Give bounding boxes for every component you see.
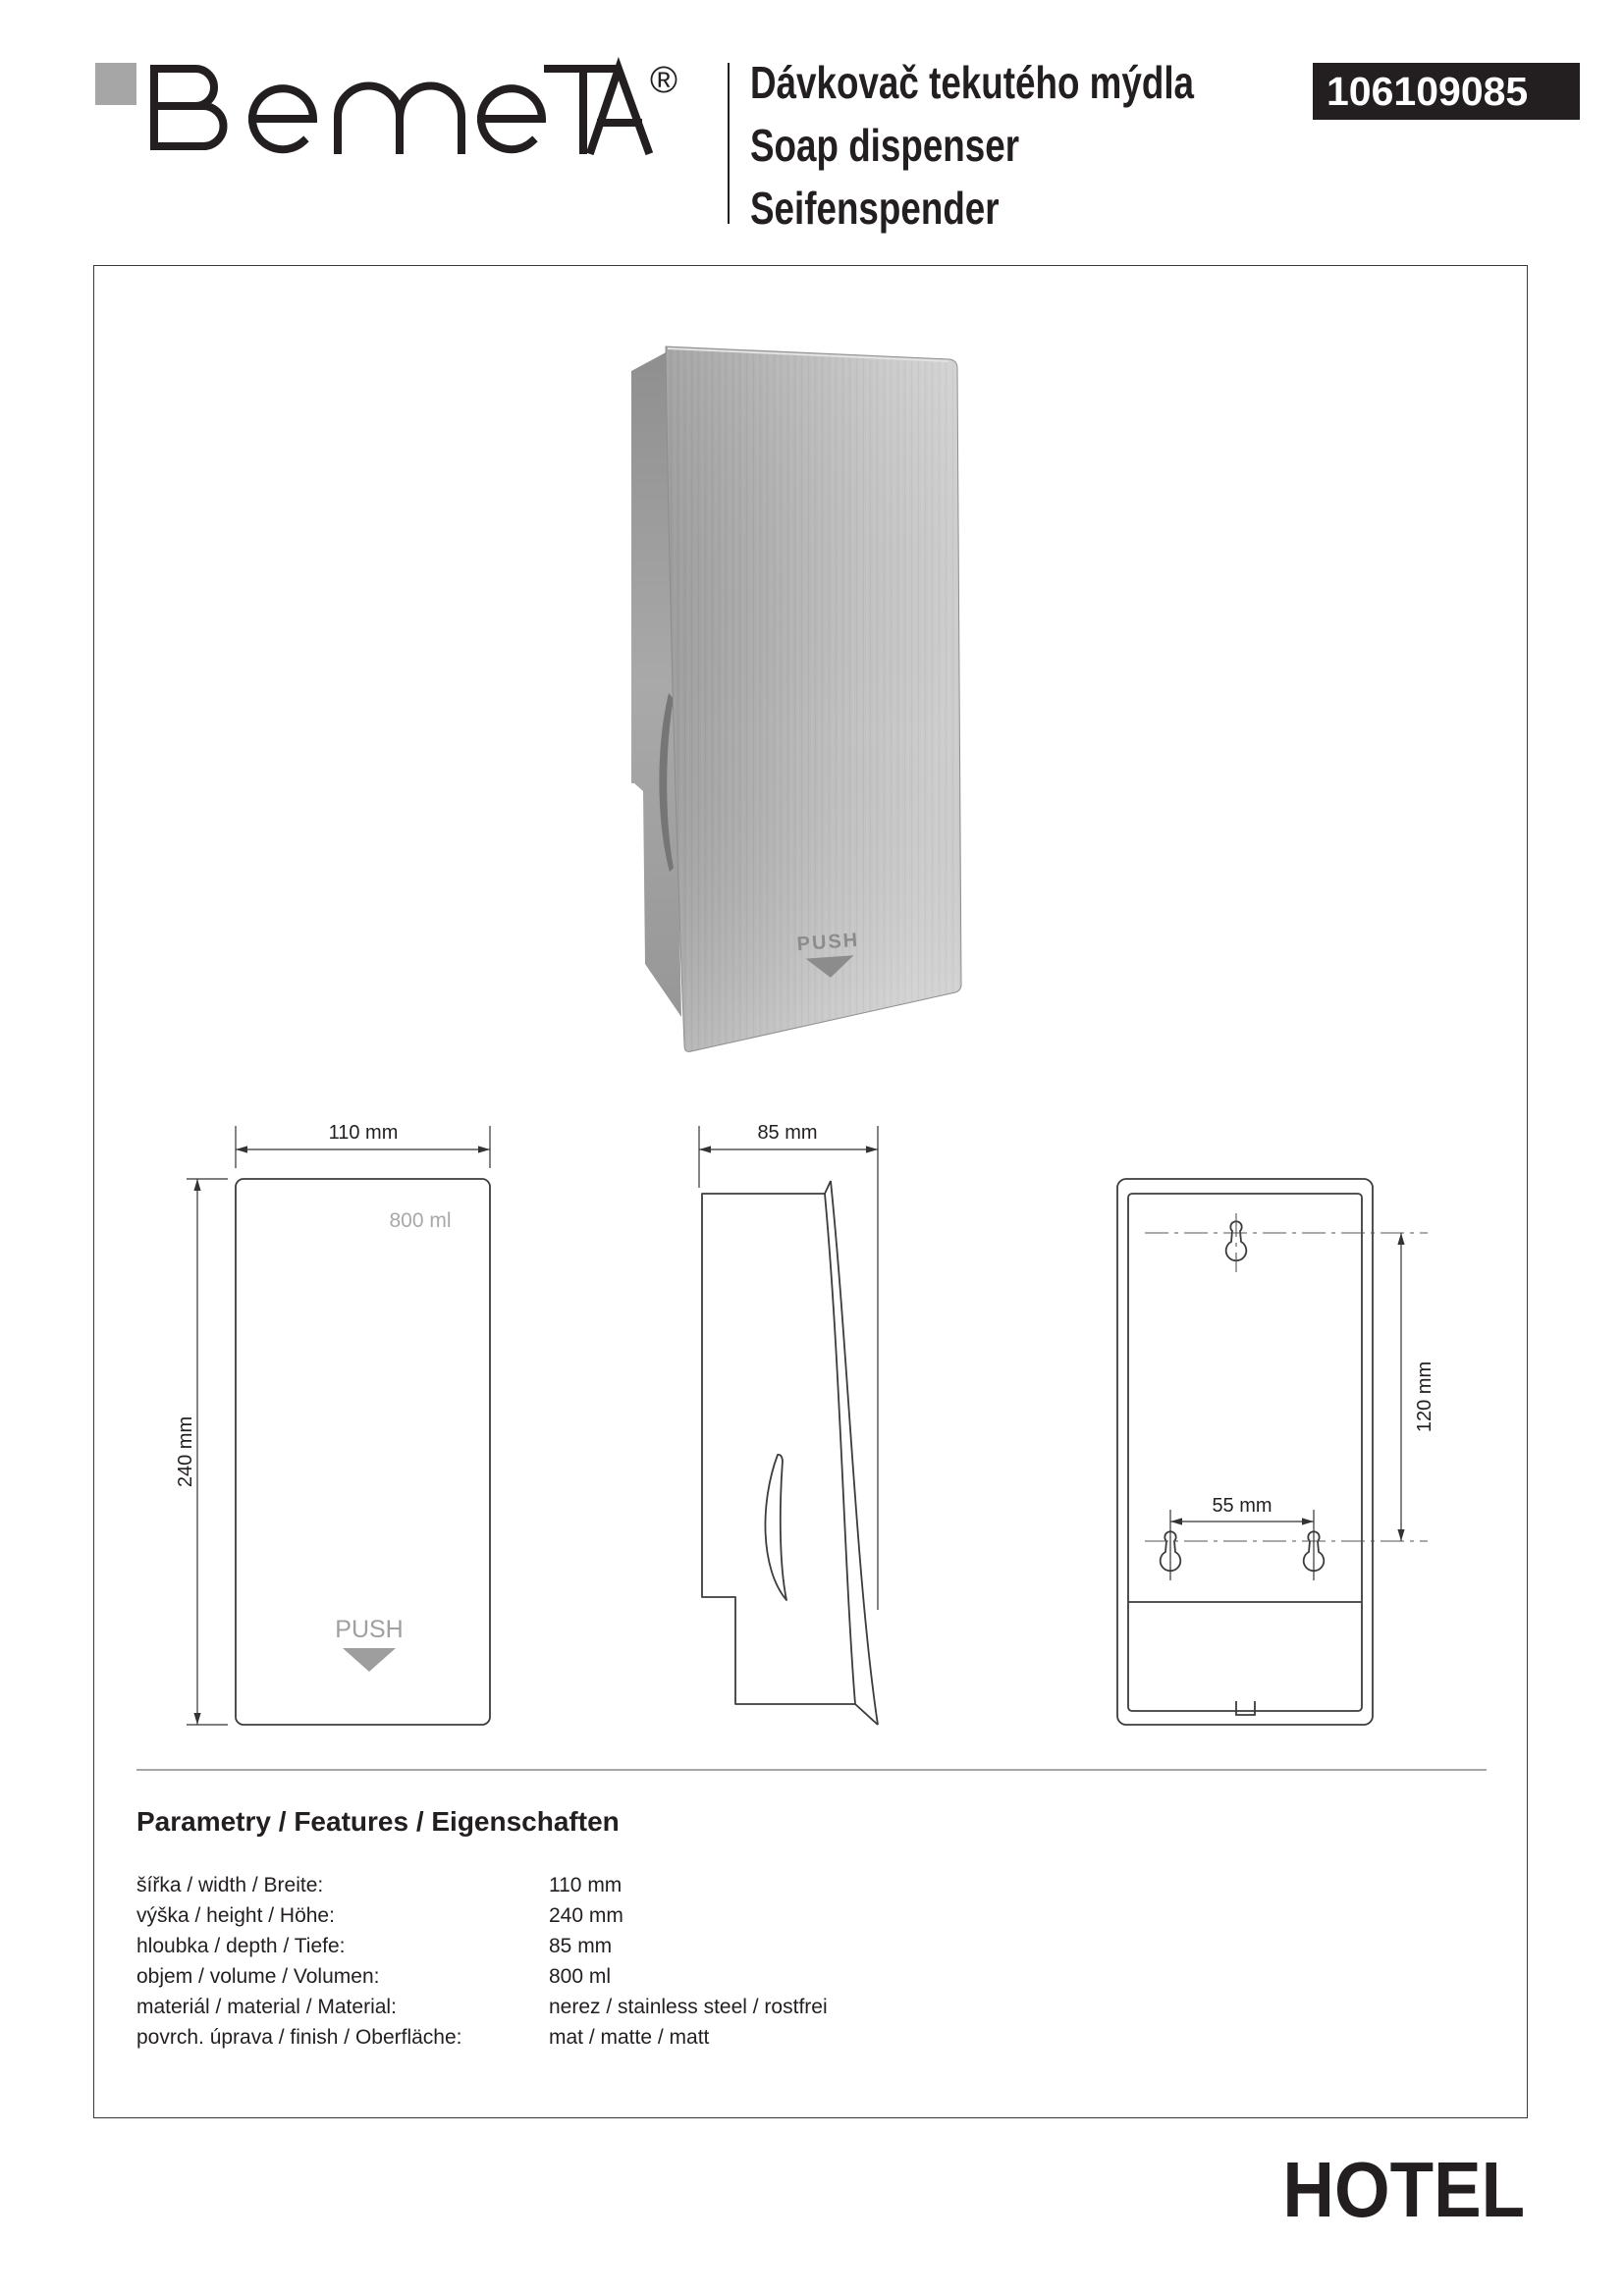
logo-letter-e-1 bbox=[252, 88, 313, 149]
parameter-row bbox=[136, 1992, 1020, 2022]
photo-push-label: PUSH bbox=[795, 929, 860, 956]
parameter-label: objem / volume / Volumen: bbox=[136, 1965, 380, 1988]
product-category-label: HOTEL bbox=[1282, 2146, 1525, 2233]
product-titles bbox=[750, 51, 1194, 240]
side-panel-inner-curve bbox=[825, 1194, 878, 1725]
depth-dimension-label: 85 mm bbox=[757, 1122, 818, 1144]
logo-letter-m bbox=[338, 86, 461, 150]
parameter-value: nerez / stainless steel / rostfrei bbox=[549, 1996, 828, 2018]
volume-marking: 800 ml bbox=[389, 1209, 452, 1232]
parameter-label: materiál / material / Material: bbox=[136, 1996, 397, 2018]
width-dimension-label: 110 mm bbox=[328, 1122, 399, 1144]
hole-spacing-label: 55 mm bbox=[1212, 1495, 1272, 1517]
height-dimension-label: 240 mm bbox=[175, 1415, 196, 1488]
parameter-value: 800 ml bbox=[549, 1965, 612, 1988]
product-code-badge: 106109085 bbox=[1313, 63, 1580, 120]
parameter-row bbox=[136, 1931, 1020, 1961]
registered-mark: ® bbox=[650, 60, 677, 101]
vertical-spacing-label: 120 mm bbox=[1414, 1361, 1435, 1433]
back-outer-outline bbox=[1117, 1179, 1373, 1725]
logo-letter-a bbox=[591, 69, 648, 150]
parameter-label: šířka / width / Breite: bbox=[136, 1874, 324, 1896]
logo-letter-e-2 bbox=[481, 88, 542, 149]
side-push-lever bbox=[765, 1455, 786, 1600]
front-view-drawing bbox=[175, 1122, 490, 1725]
logo-letter-b bbox=[154, 69, 224, 146]
front-push-label: PUSH bbox=[335, 1616, 404, 1643]
parameter-row bbox=[136, 1900, 1020, 1931]
parameter-value: 85 mm bbox=[549, 1935, 613, 1957]
parameter-row bbox=[136, 1961, 1020, 1992]
parameter-value: mat / matte / matt bbox=[549, 2026, 710, 2049]
header-divider bbox=[728, 63, 730, 224]
front-push-arrow-icon bbox=[343, 1648, 396, 1672]
back-bottom-notch bbox=[1236, 1701, 1255, 1715]
parameter-label: hloubka / depth / Tiefe: bbox=[136, 1935, 346, 1957]
brand-logo bbox=[95, 60, 677, 150]
parameter-label: výška / height / Höhe: bbox=[136, 1904, 335, 1927]
parameter-value: 240 mm bbox=[549, 1904, 623, 1927]
title-czech: Dávkovač tekutého mýdla bbox=[750, 57, 1195, 108]
side-view-drawing bbox=[699, 1122, 878, 1725]
parameter-label: povrch. úprava / finish / Oberfläche: bbox=[136, 2026, 462, 2049]
parameters-heading: Parametry / Features / Eigenschaften bbox=[136, 1806, 620, 1837]
title-english: Soap dispenser bbox=[750, 120, 1020, 171]
product-photo bbox=[631, 347, 961, 1051]
side-panel-outer-curve bbox=[831, 1181, 878, 1725]
side-body-outline bbox=[702, 1181, 855, 1704]
back-view-drawing bbox=[1117, 1179, 1435, 1725]
back-inner-outline bbox=[1128, 1194, 1362, 1711]
parameter-row bbox=[136, 1870, 1020, 1900]
parameter-value: 110 mm bbox=[549, 1874, 623, 1896]
logo-grey-square bbox=[95, 63, 136, 105]
title-german: Seifenspender bbox=[750, 183, 1000, 234]
parameter-row bbox=[136, 2022, 1020, 2053]
